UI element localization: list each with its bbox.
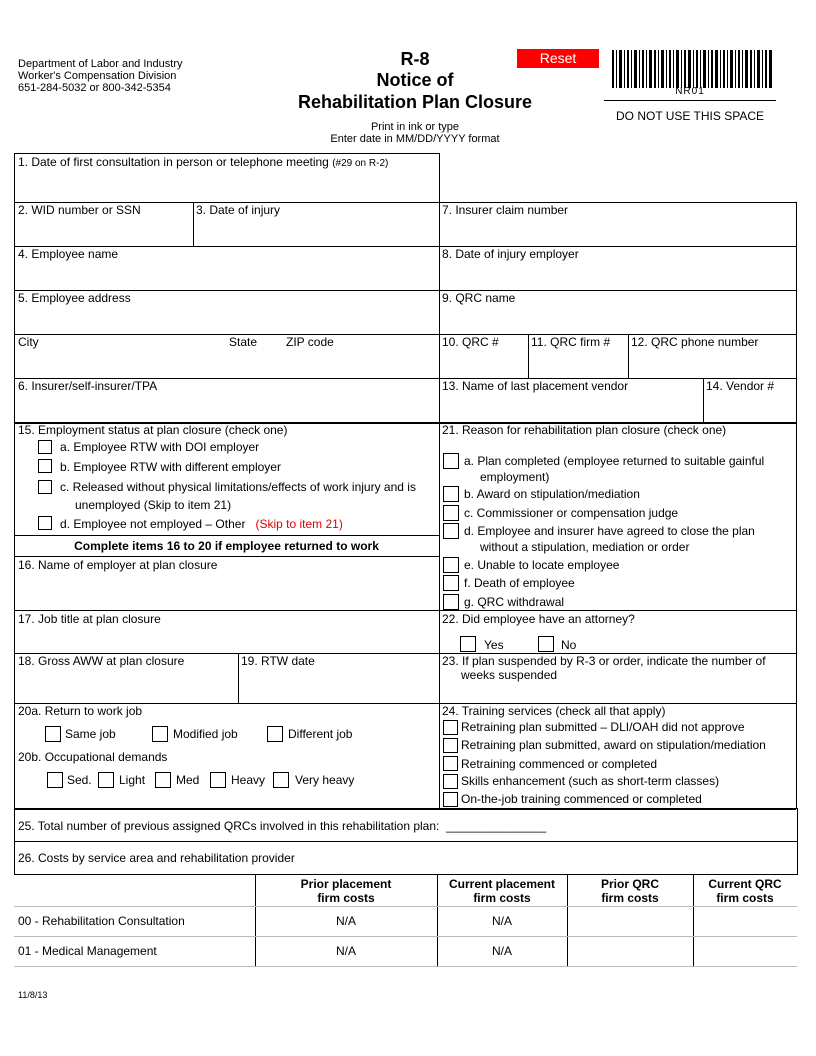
training-4-label: Skills enhancement (such as short-term classes) [461, 774, 720, 788]
light-checkbox[interactable] [98, 772, 114, 788]
status-d-label: d. Employee not employed – Other (Skip to item 21) [60, 517, 343, 531]
heavy-label: Heavy [231, 773, 266, 787]
row-0-current-placement: N/A [491, 914, 512, 928]
very-heavy-label: Very heavy [295, 773, 355, 787]
field-17-label: 17. Job title at plan closure [18, 612, 161, 626]
reason-d-checkbox[interactable] [443, 523, 459, 539]
header-current-placement: Current placement firm costs [448, 877, 556, 905]
field-10-label: 10. QRC # [442, 335, 499, 349]
same-job-label: Same job [65, 727, 116, 741]
barcode-text: NR01 [675, 86, 705, 97]
reason-a-line1: a. Plan completed (employee returned to suitable gainful [464, 454, 765, 468]
header-current-qrc: Current QRC firm costs [708, 877, 782, 905]
field-25-blank: _______________ [446, 819, 547, 833]
attorney-no-label: No [561, 638, 577, 652]
training-3-label: Retraining commenced or completed [461, 757, 658, 771]
row-1-prior-placement: N/A [335, 944, 356, 958]
field-11-label: 11. QRC firm # [531, 335, 611, 349]
training-2-label: Retraining plan submitted, award on stipulation/mediation [461, 738, 766, 752]
complete-items-note: Complete items 16 to 20 if employee returned to work [74, 539, 379, 553]
city-label: City [18, 335, 39, 349]
dept-phone: 651-284-5032 or 800-342-5354 [18, 82, 171, 94]
different-job-label: Different job [288, 727, 353, 741]
reason-b-checkbox[interactable] [443, 486, 459, 502]
field-16-label: 16. Name of employer at plan closure [18, 558, 218, 572]
row-0-area: 00 - Rehabilitation Consultation [18, 914, 185, 928]
demands-heading: 20b. Occupational demands [18, 750, 168, 764]
field-14-label: 14. Vendor # [706, 379, 775, 393]
different-job-checkbox[interactable] [267, 726, 283, 742]
attorney-no-checkbox[interactable] [538, 636, 554, 652]
training-heading: 24. Training services (check all that apply) [442, 704, 666, 718]
reason-e-label: e. Unable to locate employee [464, 558, 620, 572]
barcode [612, 50, 774, 88]
field-18-label: 18. Gross AWW at plan closure [18, 654, 185, 668]
attorney-yes-label: Yes [484, 638, 504, 652]
field-7-label: 7. Insurer claim number [442, 203, 569, 217]
reason-g-label: g. QRC withdrawal [464, 595, 565, 609]
field-23-line1: 23. If plan suspended by R-3 or order, indicate the number of [442, 654, 766, 668]
field-1-label: 1. Date of first consultation in person or telephone meeting (#29 on R-2) [18, 155, 389, 169]
closure-reason-heading: 21. Reason for rehabilitation plan closure (check one) [442, 423, 727, 437]
skip-note: (Skip to item 21) [255, 517, 343, 531]
training-1-checkbox[interactable] [443, 720, 458, 735]
field-2-label: 2. WID number or SSN [18, 203, 141, 217]
training-1-label: Retraining plan submitted – DLI/OAH did not approve [461, 720, 745, 734]
field-23-line2: weeks suspended [461, 668, 558, 682]
field-12-label: 12. QRC phone number [631, 335, 759, 349]
field-13-label: 13. Name of last placement vendor [442, 379, 629, 393]
footer-date: 11/8/13 [18, 990, 48, 1000]
form-code: R-8 [400, 49, 430, 69]
title-line2: Rehabilitation Plan Closure [297, 92, 533, 112]
sed-label: Sed. [67, 773, 92, 787]
sed-checkbox[interactable] [47, 772, 63, 788]
status-a-label: a. Employee RTW with DOI employer [60, 440, 260, 454]
rtw-job-heading: 20a. Return to work job [18, 704, 143, 718]
employment-status-heading: 15. Employment status at plan closure (check one) [18, 423, 288, 437]
status-b-label: b. Employee RTW with different employer [60, 460, 281, 474]
status-c-label-line1: c. Released without physical limitations/effects of work injury and is [60, 480, 416, 494]
field-5-label: 5. Employee address [18, 291, 131, 305]
row-1-area: 01 - Medical Management [18, 944, 157, 958]
field-9-label: 9. QRC name [442, 291, 516, 305]
field-22-label: 22. Did employee have an attorney? [442, 612, 635, 626]
row-1-current-placement: N/A [491, 944, 512, 958]
field-8-label: 8. Date of injury employer [442, 247, 579, 261]
field-4-label: 4. Employee name [18, 247, 119, 261]
light-label: Light [119, 773, 146, 787]
very-heavy-checkbox[interactable] [273, 772, 289, 788]
heavy-checkbox[interactable] [210, 772, 226, 788]
header-prior-qrc: Prior QRC firm costs [600, 877, 659, 905]
attorney-yes-checkbox[interactable] [460, 636, 476, 652]
training-4-checkbox[interactable] [443, 774, 458, 789]
status-a-checkbox[interactable] [38, 440, 52, 454]
status-b-checkbox[interactable] [38, 459, 52, 473]
reason-b-label: b. Award on stipulation/mediation [464, 487, 640, 501]
reason-f-checkbox[interactable] [443, 575, 459, 591]
field-6-label: 6. Insurer/self-insurer/TPA [18, 379, 158, 393]
reason-g-checkbox[interactable] [443, 594, 459, 610]
reset-button[interactable]: Reset [517, 49, 599, 68]
reason-d-line2: without a stipulation, mediation or order [480, 540, 690, 554]
title-line1: Notice of [376, 70, 454, 90]
field-25-label: 25. Total number of previous assigned QRCs involved in this rehabilitation plan: _______________ [18, 819, 547, 833]
date-note: Enter date in MM/DD/YYYY format [330, 133, 500, 145]
reason-a-line2: employment) [480, 470, 550, 484]
reason-f-label: f. Death of employee [464, 576, 575, 590]
same-job-checkbox[interactable] [45, 726, 61, 742]
training-3-checkbox[interactable] [443, 756, 458, 771]
print-note: Print in ink or type [370, 121, 460, 133]
status-d-checkbox[interactable] [38, 516, 52, 530]
status-c-checkbox[interactable] [38, 480, 52, 494]
row-0-prior-placement: N/A [335, 914, 356, 928]
modified-job-label: Modified job [173, 727, 238, 741]
modified-job-checkbox[interactable] [152, 726, 168, 742]
dept-line2: Worker's Compensation Division [18, 70, 177, 82]
reason-a-checkbox[interactable] [443, 453, 459, 469]
reason-e-checkbox[interactable] [443, 557, 459, 573]
field-3-label: 3. Date of injury [196, 203, 281, 217]
med-checkbox[interactable] [155, 772, 171, 788]
reason-d-line1: d. Employee and insurer have agreed to close the plan [464, 524, 755, 538]
training-5-label: On-the-job training commenced or completed [461, 792, 702, 806]
training-5-checkbox[interactable] [443, 792, 458, 807]
zip-label: ZIP code [286, 335, 334, 349]
training-2-checkbox[interactable] [443, 738, 458, 753]
do-not-use-note: DO NOT USE THIS SPACE [615, 109, 765, 123]
field-26-label: 26. Costs by service area and rehabilitation provider [18, 851, 295, 865]
reason-c-checkbox[interactable] [443, 505, 459, 521]
status-c-label-line2: unemployed (Skip to item 21) [75, 498, 232, 512]
field-19-label: 19. RTW date [241, 654, 315, 668]
header-prior-placement: Prior placement firm costs [300, 877, 392, 905]
state-label: State [229, 335, 258, 349]
reason-c-label: c. Commissioner or compensation judge [464, 506, 679, 520]
dept-line1: Department of Labor and Industry [18, 58, 183, 70]
med-label: Med [176, 773, 200, 787]
